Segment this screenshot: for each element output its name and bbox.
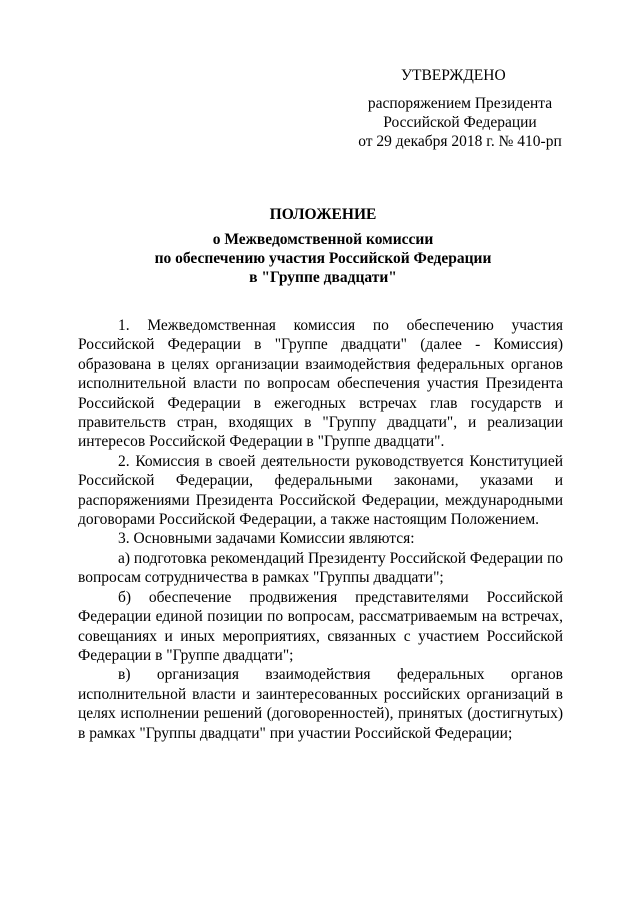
- paragraph-3: 3. Основными задачами Комиссии являются:: [118, 530, 415, 548]
- document-subtitle-line: в "Группе двадцати": [249, 269, 397, 286]
- paragraph-3c: в) организация взаимодействия федеральных органов исполнительной власти и заинтересованных российских организаций в целях исполнении решений (договоренностей), принятых (достигнутых) в рамках "Группы двадцати" при участии Российской Федерации;: [78, 666, 563, 742]
- paragraph-3a: а) подготовка рекомендаций Президенту Российской Федерации по вопросам сотрудничества в рамках "Группы двадцати";: [78, 549, 564, 587]
- approval-stamp: [345, 66, 575, 151]
- document-subtitle-line: о Межведомственной комиссии: [212, 231, 434, 248]
- document-title: ПОЛОЖЕНИЕ: [269, 206, 377, 223]
- document-body: [78, 316, 563, 743]
- paragraph-2: 2. Комиссия в своей деятельности руководствуется Конституцией Российской Федерации, федеральными законами, указами и распоряжениями Президента Российской Федерации, международными договорами Российской Федерации, а также настоящим Положением.: [78, 452, 563, 529]
- order-line: распоряжением Президента: [367, 95, 553, 112]
- order-date-line: от 29 декабря 2018 г. № 410-рп: [358, 133, 562, 150]
- order-line: Российской Федерации: [383, 114, 537, 131]
- document-subtitle-line: по обеспечению участия Российской Федерации: [154, 250, 492, 267]
- document-title-block: [78, 205, 568, 287]
- paragraph-1: 1. Межведомственная комиссия по обеспечению участия Российской Федерации в "Группе двадцати" (далее - Комиссия) образована в целях организации взаимодействия федеральных органов исполнительной власти по вопросам обеспечения участия Президента Российской Федерации в ежегодных встречах глав государств и правительств стран, входящих в "Группу двадцати", и реализации интересов Российской Федерации в "Группе двадцати".: [78, 317, 563, 451]
- paragraph-3b: б) обеспечение продвижения представителями Российской Федерации единой позиции по вопросам, рассматриваемым на встречах, совещаниях и иных мероприятиях, связанных с участием Российской Федерации в "Группе двадцати";: [78, 588, 563, 664]
- approved-label: УТВЕРЖДЕНО: [401, 67, 506, 84]
